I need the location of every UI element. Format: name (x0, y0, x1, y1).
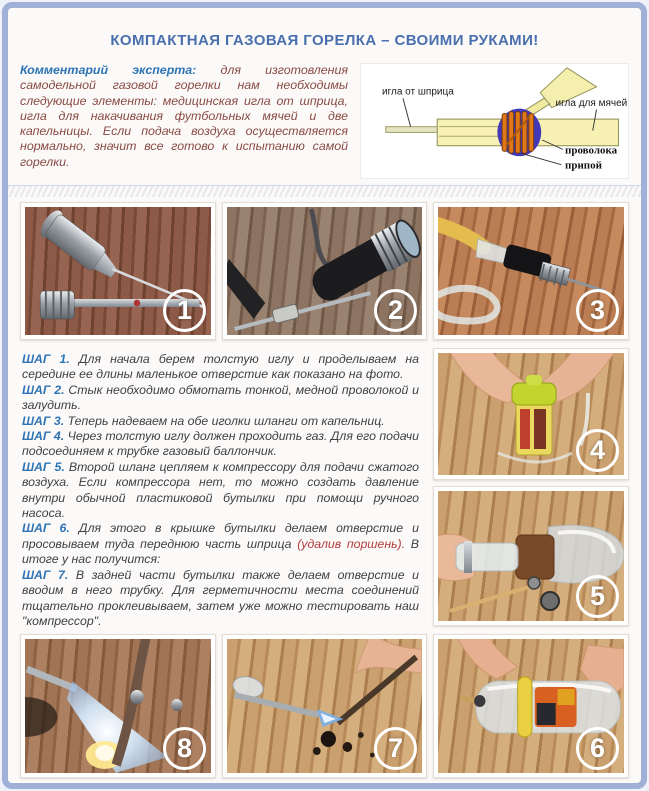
step-4-text: Через толстую иглу должен проходить газ. Для его подачи подсоединяем к трубке газовый баллончик. (22, 429, 420, 459)
step-7-label: ШАГ 7. (22, 567, 69, 582)
step-6-text: Для этого в крышке бутылки делаем отверстие и просовываем туда переднюю часть шприца (22, 521, 419, 551)
photo-step-2 (222, 202, 427, 340)
step-4-label: ШАГ 4. (22, 429, 65, 444)
expert-comment-text (20, 63, 356, 179)
steps-text (20, 348, 427, 629)
step-3 (22, 414, 419, 429)
step-2-text: Стык необходимо обмотать тонкой, медной проволокой и залудить. (22, 382, 420, 413)
photo-4-number-badge: 4 (576, 429, 619, 472)
photo-row-2 (20, 634, 629, 778)
step-3-label: ШАГ 3. (22, 413, 65, 428)
expert-comment-section (20, 63, 629, 179)
step-1 (22, 352, 419, 383)
step-7-text: В задней части бутылки также делаем отверстие и вводим в него трубку. Для герметичности места соединений тщательно проклеивываем, затем уже можно тестировать наш "компрессор". (22, 567, 419, 628)
photo-step-3 (433, 202, 629, 340)
step-1-label: ШАГ 1. (22, 352, 70, 366)
photo-step-7 (222, 634, 427, 778)
step-5-label: ШАГ 5. (22, 459, 65, 474)
step-1-text: Для начала берем толстую иглу и проделываем на середине ее длины маленькое отверстие как показано на фото. (22, 352, 420, 382)
photo-8-number-badge: 8 (163, 727, 206, 770)
photo-step-1 (20, 202, 216, 340)
middle-section (20, 348, 629, 629)
expert-comment-label: Комментарий эксперта: (20, 63, 197, 77)
step-6-text-after: В итоге у нас получится: (22, 536, 419, 567)
step-7 (22, 568, 419, 630)
photo-3-number-badge: 3 (576, 289, 619, 332)
step-2 (22, 383, 419, 414)
divider-band-bottom (8, 786, 641, 789)
photo-step-4 (433, 348, 629, 480)
photo-5-number-badge: 5 (576, 575, 619, 618)
document-page (2, 2, 647, 789)
step-6 (22, 521, 419, 567)
step-2-label: ШАГ 2. (22, 382, 65, 397)
photo-7-number-badge: 7 (374, 727, 417, 770)
step-6-highlight: (удалив поршень). (297, 536, 406, 551)
photo-step-8 (20, 634, 216, 778)
photo-step-5 (433, 486, 629, 626)
photo-row-1 (20, 202, 629, 340)
burner-diagram-drawing (361, 64, 628, 178)
expert-comment-body: для изготовления самодельной газовой горелки нам необходимы следующие элементы: медицинская игла от шприца, игла для накачивания футбольных мячей и две капельницы. Если подача воздуха осуществляется нормально, значит все готово к испытанию самой горелки. (20, 63, 348, 169)
step-4 (22, 429, 419, 460)
page-title: КОМПАКТНАЯ ГАЗОВАЯ ГОРЕЛКА – СВОИМИ РУКАМИ! (110, 32, 539, 49)
photo-6-number-badge: 6 (576, 727, 619, 770)
divider-band-top (8, 185, 641, 197)
step-3-text: Теперь надеваем на обе иголки шланги от капельниц. (67, 413, 385, 428)
diagram-label-solder: припой (565, 159, 602, 172)
diagram-label-syringe-needle: игла от шприца (381, 86, 454, 98)
photo-2-number-badge: 2 (374, 289, 417, 332)
diagram-label-ball-needle: игла для мячей (555, 97, 628, 109)
photo-1-number-badge: 1 (163, 289, 206, 332)
step-5-text: Второй шланг цепляем к компрессору для подачи сжатого воздуха. Если компрессора нет, то можно создать давление внутри обычной пластиковой бутылки при помощи ручного насоса. (22, 459, 419, 521)
diagram-label-wire: проволока (565, 144, 618, 157)
step-6-label: ШАГ 6. (22, 521, 70, 536)
burner-diagram (360, 63, 629, 179)
step-5 (22, 460, 419, 522)
photo-column-right (433, 348, 629, 629)
photo-step-6 (433, 634, 629, 778)
